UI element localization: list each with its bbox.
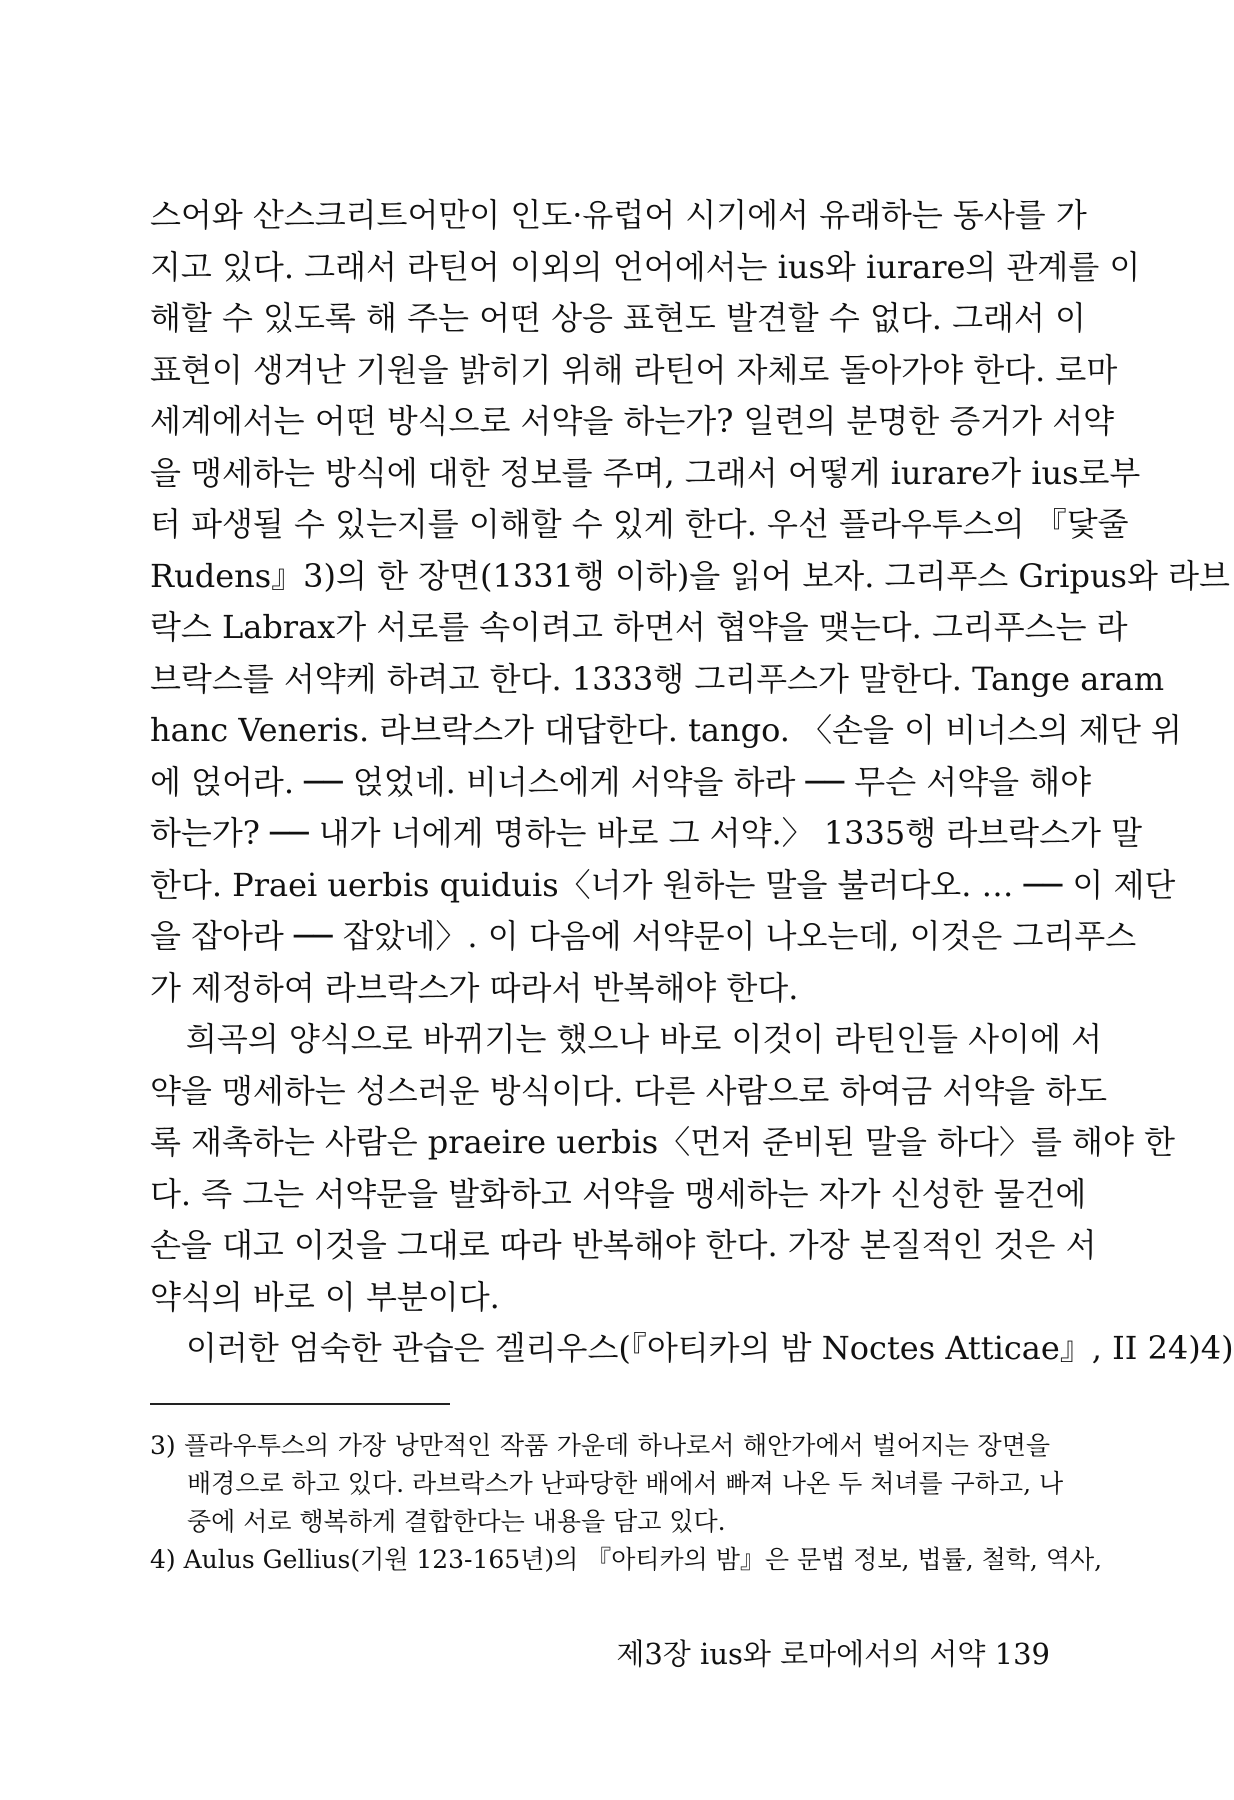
body-line-13: 하는가? ── 내가 너에게 명하는 바로 그 서약.〉 1335행 라브락스가 말 xyxy=(150,814,1142,852)
body-line-1: 스어와 산스크리트어만이 인도·유럽어 시기에서 유래하는 동사를 가 xyxy=(150,196,1087,234)
body-line-20: 다. 즉 그는 서약문을 발화하고 서약을 맹세하는 자가 신성한 물건에 xyxy=(150,1174,1087,1213)
body-line-14: 한다. Praei uerbis quiduis〈너가 원하는 말을 불러다오. … ── 이 제단 xyxy=(150,865,1176,904)
body-line-10: 브락스를 서약케 하려고 한다. 1333행 그리푸스가 말한다. Tange aram xyxy=(150,659,1165,698)
body-line-16: 가 제정하여 라브락스가 따라서 반복해야 한다. xyxy=(150,968,799,1007)
body-line-2: 지고 있다. 그래서 라틴어 이외의 언어에서는 ius와 iurare의 관계를 이 xyxy=(150,247,1141,286)
body-line-19: 록 재촉하는 사람은 praeire uerbis〈먼저 준비된 말을 하다〉를 해야 한 xyxy=(150,1123,1175,1161)
footnote-3-line-3: 중에 서로 행복하게 결합한다는 내용을 담고 있다. xyxy=(187,1506,726,1536)
body-line-15: 을 잡아라 ── 잡았네〉. 이 다음에 서약문이 나오는데, 이것은 그리푸스 xyxy=(150,917,1137,955)
footnote-divider xyxy=(150,1403,450,1405)
body-line-12: 에 얹어라. ── 얹었네. 비너스에게 서약을 하라 ── 무슨 서약을 해야 xyxy=(150,762,1092,801)
body-line-23: 이러한 엄숙한 관습은 겔리우스(『아티카의 밤 Noctes Atticae』, II 24)4) xyxy=(186,1329,1234,1367)
body-line-4: 표현이 생겨난 기원을 밝히기 위해 라틴어 자체로 돌아가야 한다. 로마 xyxy=(150,350,1118,389)
footnote-4-line-1: 4) Aulus Gellius(기원 123-165년)의 『아티카의 밤』은 문법 정보, 법률, 철학, 역사, xyxy=(150,1544,1103,1574)
body-line-7: 터 파생될 수 있는지를 이해할 수 있게 한다. 우선 플라우투스의 『닻줄 xyxy=(150,505,1129,543)
running-footer: 제3장 ius와 로마에서의 서약 139 xyxy=(616,1637,1050,1671)
footnote-3-line-1: 3) 플라우투스의 가장 낭만적인 작품 가운데 하나로서 해안가에서 벌어지는 장면을 xyxy=(150,1430,1050,1460)
body-line-11: hanc Veneris. 라브락스가 대답한다. tango. 〈손을 이 비너스의 제단 위 xyxy=(150,711,1182,749)
body-line-6: 을 맹세하는 방식에 대한 정보를 주며, 그래서 어떻게 iurare가 ius로부 xyxy=(150,453,1141,492)
body-line-18: 약을 맹세하는 성스러운 방식이다. 다른 사람으로 하여금 서약을 하도 xyxy=(150,1071,1108,1110)
body-line-8: Rudens』3)의 한 장면(1331행 이하)을 읽어 보자. 그리푸스 Gripus와 라브 xyxy=(150,556,1230,595)
body-line-17: 희곡의 양식으로 바뀌기는 했으나 바로 이것이 라틴인들 사이에 서 xyxy=(186,1020,1103,1058)
body-line-9: 락스 Labrax가 서로를 속이려고 하면서 협약을 맺는다. 그리푸스는 라 xyxy=(150,608,1128,646)
body-line-5: 세계에서는 어떤 방식으로 서약을 하는가? 일련의 분명한 증거가 서약 xyxy=(150,402,1115,440)
footnote-3-line-2: 배경으로 하고 있다. 라브락스가 난파당한 배에서 빠져 나온 두 처녀를 구하고, 나 xyxy=(187,1468,1064,1498)
body-line-21: 손을 대고 이것을 그대로 따라 반복해야 한다. 가장 본질적인 것은 서 xyxy=(150,1226,1097,1264)
body-line-3: 해할 수 있도록 해 주는 어떤 상응 표현도 발견할 수 없다. 그래서 이 xyxy=(150,299,1086,337)
body-line-22: 약식의 바로 이 부분이다. xyxy=(150,1277,500,1316)
footnotes xyxy=(150,1427,1103,1579)
page-body xyxy=(150,190,1234,1579)
